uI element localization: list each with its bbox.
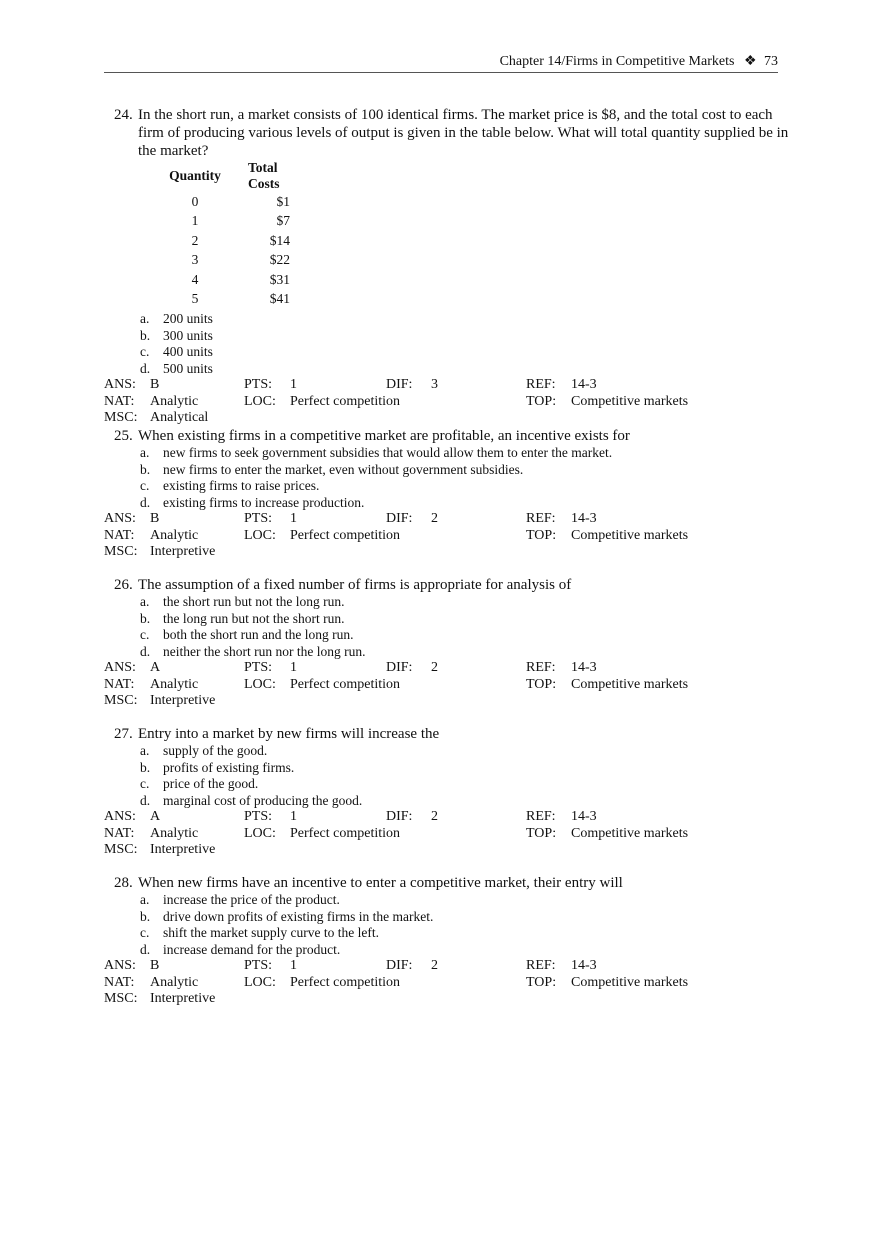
- ans-label: ANS:: [104, 809, 136, 825]
- option-a: [104, 311, 794, 328]
- option-letter: c.: [140, 776, 150, 792]
- ans-value: B: [150, 511, 160, 527]
- top-label: TOP:: [526, 393, 557, 409]
- ans-value: A: [150, 809, 161, 825]
- loc-label: LOC:: [244, 825, 276, 841]
- ref-label: REF:: [526, 660, 556, 676]
- option-text: profits of existing firms.: [163, 759, 295, 775]
- ref-label: REF:: [526, 377, 556, 393]
- meta-row: [104, 809, 794, 826]
- ans-value: B: [150, 958, 160, 974]
- page-number: 73: [764, 54, 778, 69]
- table-cell: $7: [276, 213, 290, 229]
- question-25: [104, 427, 794, 561]
- option-b: [104, 760, 794, 777]
- nat-label: NAT:: [104, 825, 135, 841]
- loc-value: Perfect competition: [290, 676, 401, 692]
- nat-label: NAT:: [104, 974, 135, 990]
- table-row: [152, 231, 290, 251]
- table-row: [152, 270, 290, 290]
- answer-metadata: [104, 377, 794, 427]
- question-stem: [114, 874, 790, 892]
- ref-value: 14-3: [571, 809, 597, 825]
- question-number: 24.: [114, 107, 133, 123]
- meta-row: [104, 975, 794, 992]
- meta-row: [104, 677, 794, 694]
- loc-label: LOC:: [244, 527, 276, 543]
- table-row: [152, 251, 290, 271]
- option-text: supply of the good.: [163, 743, 268, 758]
- option-text: marginal cost of producing the good.: [163, 792, 363, 808]
- meta-row: [104, 410, 794, 427]
- meta-row: [104, 958, 794, 975]
- option-letter: a.: [140, 743, 150, 758]
- table-header-quantity: Quantity: [169, 168, 221, 183]
- option-letter: b.: [140, 759, 151, 775]
- option-letter: d.: [140, 643, 151, 659]
- table-cell: 3: [191, 252, 199, 268]
- chapter-title: Chapter 14/Firms in Competitive Markets: [499, 54, 735, 69]
- answer-options: [104, 594, 794, 660]
- question-number: 26.: [114, 577, 133, 593]
- table-cell: $31: [269, 271, 290, 287]
- option-text: shift the market supply curve to the left.: [163, 925, 379, 941]
- answer-options: [104, 892, 794, 958]
- answer-metadata: [104, 511, 794, 561]
- meta-row: [104, 377, 794, 394]
- option-d: [104, 495, 794, 512]
- pts-label: PTS:: [244, 377, 273, 393]
- meta-row: [104, 842, 794, 859]
- option-text: 400 units: [163, 344, 213, 360]
- meta-row: [104, 528, 794, 545]
- option-text: the short run but not the long run.: [163, 594, 345, 609]
- option-b: [104, 909, 794, 926]
- dif-label: DIF:: [386, 511, 413, 527]
- meta-row: [104, 511, 794, 528]
- dif-label: DIF:: [386, 377, 413, 393]
- top-label: TOP:: [526, 676, 557, 692]
- question-text: When new firms have an incentive to enter a competitive market, their entry will: [138, 875, 623, 891]
- option-letter: d.: [140, 941, 151, 957]
- option-d: [104, 942, 794, 959]
- question-26: [104, 576, 794, 710]
- table-cell: $22: [269, 252, 290, 268]
- option-letter: a.: [140, 311, 150, 326]
- meta-row: [104, 660, 794, 677]
- nat-label: NAT:: [104, 676, 135, 692]
- loc-label: LOC:: [244, 676, 276, 692]
- ans-label: ANS:: [104, 958, 136, 974]
- msc-label: MSC:: [104, 410, 138, 426]
- option-letter: b.: [140, 327, 151, 343]
- option-text: neither the short run nor the long run.: [163, 643, 366, 659]
- pts-label: PTS:: [244, 660, 273, 676]
- table-cell: $1: [276, 193, 290, 209]
- top-label: TOP:: [526, 825, 557, 841]
- nat-value: Analytic: [150, 393, 199, 409]
- option-letter: c.: [140, 925, 150, 941]
- meta-row: [104, 394, 794, 411]
- pts-label: PTS:: [244, 511, 273, 527]
- option-text: increase demand for the product.: [163, 941, 341, 957]
- question-text: When existing firms in a competitive market are profitable, an incentive exists for: [138, 428, 630, 444]
- question-27: [104, 725, 794, 859]
- pts-value: 1: [290, 511, 297, 527]
- pts-value: 1: [290, 377, 297, 393]
- pts-label: PTS:: [244, 958, 273, 974]
- diamond-bullet-icon: ❖: [743, 54, 757, 69]
- option-letter: c.: [140, 627, 150, 643]
- msc-value: Analytical: [150, 410, 209, 426]
- nat-label: NAT:: [104, 527, 135, 543]
- msc-label: MSC:: [104, 544, 138, 560]
- question-text: In the short run, a market consists of 100 identical firms. The market price is $8, and the total cost to each firm of producing various levels of output is given in the table below. What will total quantity supplied be in the market?: [138, 107, 789, 159]
- option-d: [104, 793, 794, 810]
- nat-value: Analytic: [150, 527, 199, 543]
- msc-label: MSC:: [104, 842, 138, 858]
- table-row: [152, 192, 290, 212]
- option-text: increase the price of the product.: [163, 892, 340, 907]
- answer-options: [104, 311, 794, 377]
- table-cell: $41: [269, 291, 290, 307]
- option-text: new firms to enter the market, even without government subsidies.: [163, 461, 524, 477]
- table-cell: 4: [191, 271, 199, 287]
- dif-label: DIF:: [386, 660, 413, 676]
- option-a: [104, 594, 794, 611]
- option-c: [104, 925, 794, 942]
- option-text: drive down profits of existing firms in the market.: [163, 908, 434, 924]
- top-label: TOP:: [526, 527, 557, 543]
- option-text: existing firms to raise prices.: [163, 478, 320, 494]
- cost-table: [152, 160, 290, 309]
- pts-value: 1: [290, 660, 297, 676]
- dif-value: 2: [431, 958, 438, 974]
- option-letter: a.: [140, 445, 150, 460]
- meta-row: [104, 693, 794, 710]
- ref-value: 14-3: [571, 660, 597, 676]
- ref-value: 14-3: [571, 958, 597, 974]
- option-letter: a.: [140, 594, 150, 609]
- option-b: [104, 611, 794, 628]
- table-row: [152, 290, 290, 310]
- answer-metadata: [104, 660, 794, 710]
- pts-label: PTS:: [244, 809, 273, 825]
- answer-options: [104, 743, 794, 809]
- table-header-total-costs: Total Costs: [248, 160, 280, 191]
- question-number: 28.: [114, 875, 133, 891]
- top-label: TOP:: [526, 974, 557, 990]
- ans-value: B: [150, 377, 160, 393]
- answer-options: [104, 445, 794, 511]
- table-header-row: [152, 160, 290, 192]
- answer-metadata: [104, 958, 794, 1008]
- dif-value: 3: [431, 377, 438, 393]
- meta-row: [104, 991, 794, 1008]
- dif-label: DIF:: [386, 958, 413, 974]
- loc-value: Perfect competition: [290, 974, 401, 990]
- top-value: Competitive markets: [571, 676, 689, 692]
- question-text: Entry into a market by new firms will increase the: [138, 726, 440, 742]
- option-b: [104, 462, 794, 479]
- question-28: [104, 874, 794, 1008]
- option-text: existing firms to increase production.: [163, 494, 365, 510]
- header-divider: [104, 72, 778, 73]
- ans-label: ANS:: [104, 660, 136, 676]
- option-letter: b.: [140, 461, 151, 477]
- option-letter: d.: [140, 792, 151, 808]
- table-cell: 5: [191, 291, 199, 307]
- option-text: 200 units: [163, 311, 213, 326]
- page-header: [104, 53, 778, 70]
- option-c: [104, 344, 794, 361]
- question-stem: [114, 427, 790, 445]
- dif-value: 2: [431, 809, 438, 825]
- ref-label: REF:: [526, 809, 556, 825]
- option-c: [104, 776, 794, 793]
- dif-label: DIF:: [386, 809, 413, 825]
- ref-label: REF:: [526, 511, 556, 527]
- question-24: [104, 106, 794, 427]
- msc-value: Interpretive: [150, 842, 216, 858]
- table-cell: 2: [191, 232, 199, 248]
- msc-label: MSC:: [104, 693, 138, 709]
- nat-label: NAT:: [104, 393, 135, 409]
- loc-value: Perfect competition: [290, 393, 401, 409]
- question-stem: [114, 576, 790, 594]
- loc-value: Perfect competition: [290, 825, 401, 841]
- ans-label: ANS:: [104, 377, 136, 393]
- question-text: The assumption of a fixed number of firms is appropriate for analysis of: [138, 577, 572, 593]
- option-letter: a.: [140, 892, 150, 907]
- option-a: [104, 743, 794, 760]
- question-stem: [114, 725, 790, 743]
- table-cell: 1: [191, 213, 199, 229]
- option-c: [104, 478, 794, 495]
- loc-label: LOC:: [244, 393, 276, 409]
- nat-value: Analytic: [150, 825, 199, 841]
- nat-value: Analytic: [150, 974, 199, 990]
- ref-value: 14-3: [571, 377, 597, 393]
- option-text: new firms to seek government subsidies that would allow them to enter the market.: [163, 445, 613, 460]
- option-letter: b.: [140, 908, 151, 924]
- option-text: 500 units: [163, 360, 213, 376]
- msc-value: Interpretive: [150, 991, 216, 1007]
- ans-value: A: [150, 660, 161, 676]
- nat-value: Analytic: [150, 676, 199, 692]
- option-text: both the short run and the long run.: [163, 627, 354, 643]
- table-cell: 0: [191, 193, 199, 209]
- option-text: 300 units: [163, 327, 213, 343]
- loc-value: Perfect competition: [290, 527, 401, 543]
- pts-value: 1: [290, 958, 297, 974]
- top-value: Competitive markets: [571, 974, 689, 990]
- option-letter: b.: [140, 610, 151, 626]
- top-value: Competitive markets: [571, 393, 689, 409]
- table-row: [152, 212, 290, 232]
- question-stem: [114, 106, 790, 160]
- top-value: Competitive markets: [571, 825, 689, 841]
- ref-label: REF:: [526, 958, 556, 974]
- option-text: price of the good.: [163, 776, 259, 792]
- pts-value: 1: [290, 809, 297, 825]
- option-text: the long run but not the short run.: [163, 610, 345, 626]
- loc-label: LOC:: [244, 974, 276, 990]
- answer-metadata: [104, 809, 794, 859]
- option-d: [104, 361, 794, 378]
- msc-value: Interpretive: [150, 693, 216, 709]
- option-a: [104, 445, 794, 462]
- option-b: [104, 328, 794, 345]
- option-c: [104, 627, 794, 644]
- dif-value: 2: [431, 511, 438, 527]
- meta-row: [104, 826, 794, 843]
- msc-value: Interpretive: [150, 544, 216, 560]
- meta-row: [104, 544, 794, 561]
- option-d: [104, 644, 794, 661]
- option-letter: c.: [140, 344, 150, 360]
- question-number: 25.: [114, 428, 133, 444]
- msc-label: MSC:: [104, 991, 138, 1007]
- option-letter: d.: [140, 494, 151, 510]
- dif-value: 2: [431, 660, 438, 676]
- option-letter: d.: [140, 360, 151, 376]
- table-cell: $14: [269, 232, 290, 248]
- option-a: [104, 892, 794, 909]
- ref-value: 14-3: [571, 511, 597, 527]
- option-letter: c.: [140, 478, 150, 494]
- question-number: 27.: [114, 726, 133, 742]
- top-value: Competitive markets: [571, 527, 689, 543]
- ans-label: ANS:: [104, 511, 136, 527]
